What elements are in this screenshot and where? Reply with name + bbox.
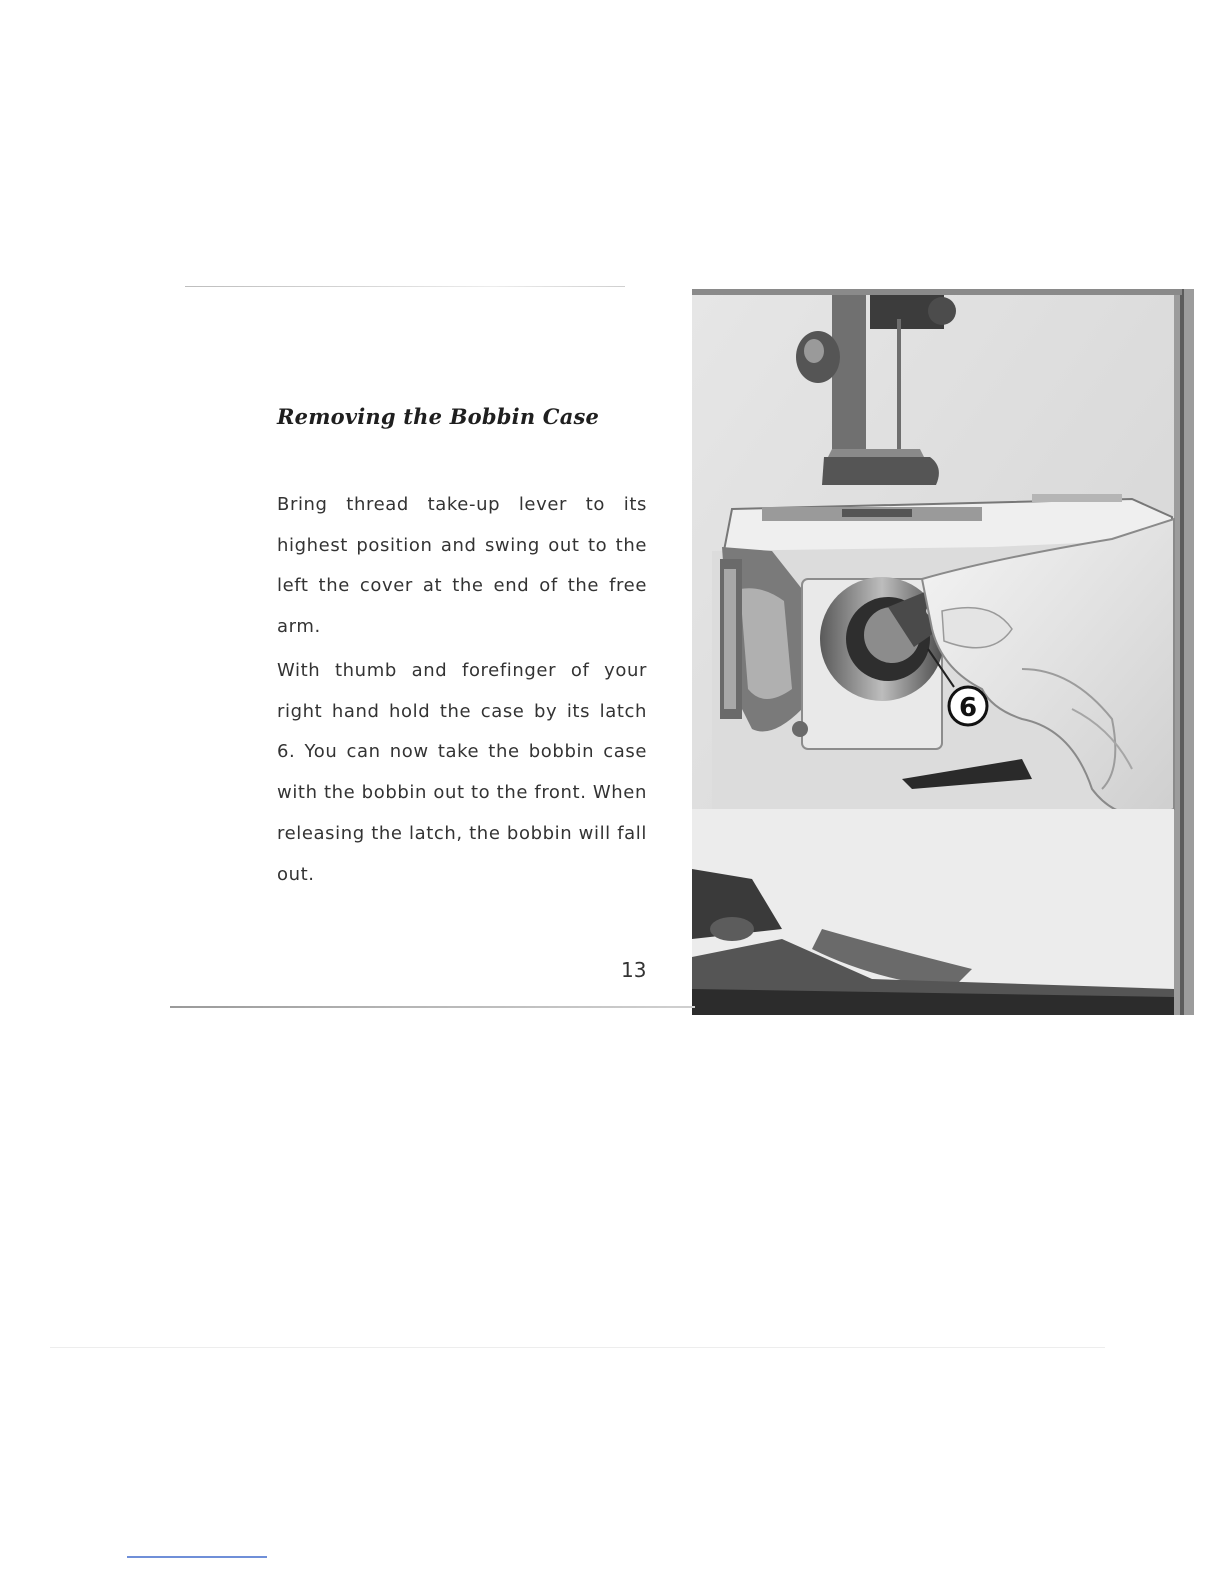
scan-edge-top (185, 286, 625, 287)
callout-label: 6 (958, 693, 978, 723)
blue-underline-mark (127, 1556, 267, 1558)
instruction-paragraph-2: With thumb and forefinger of your right hand hold the case by its latch 6. You can now take the bobbin case with the bobbin out to the front. When releasing the latch, the bobbin will fall out. (277, 660, 647, 885)
section-title: Removing the Bobbin Case (277, 404, 600, 429)
instruction-paragraph-1: Bring thread take-up lever to its highest position and swing out to the left the cover at the end of the free arm. (277, 494, 647, 638)
page-number: 13 (621, 958, 647, 982)
bobbin-case-photo (692, 289, 1194, 1015)
scan-edge-bottom (170, 1006, 695, 1008)
scan-edge-lower (50, 1347, 1105, 1348)
